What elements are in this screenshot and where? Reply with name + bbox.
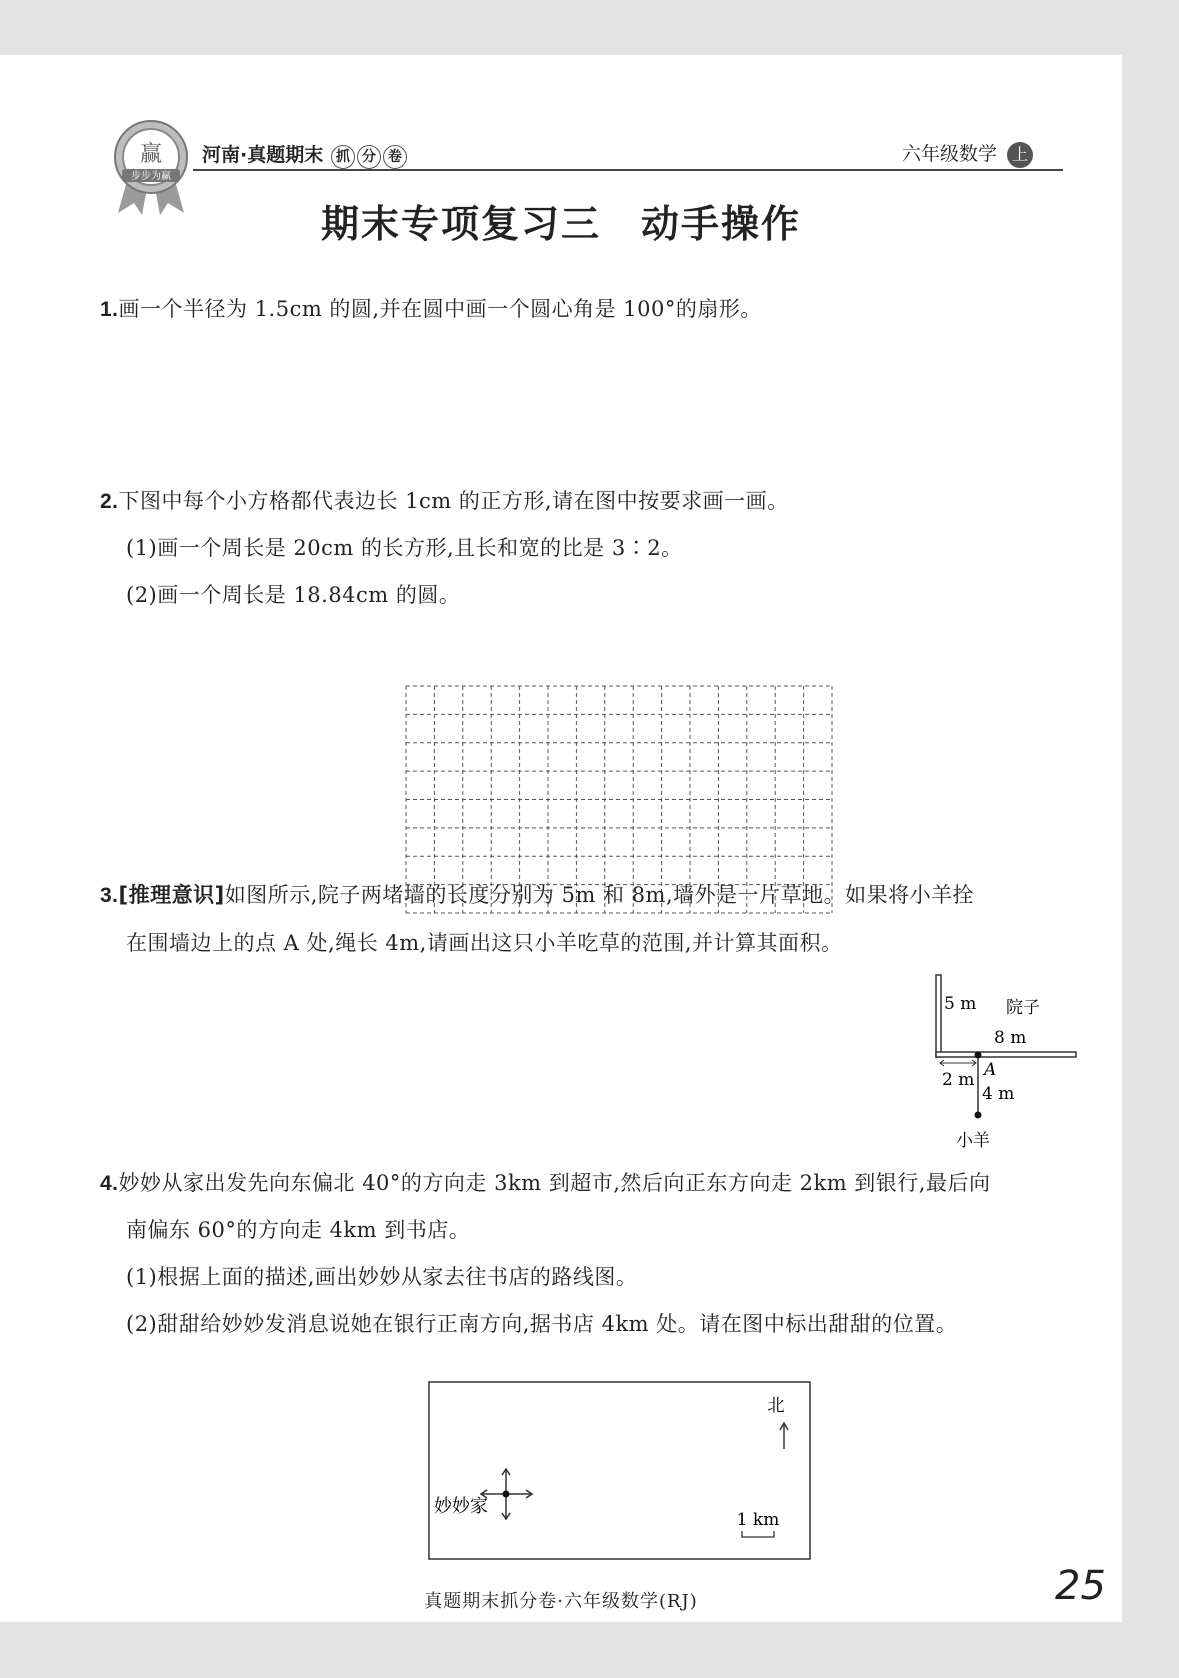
wall-8m: [936, 1052, 1076, 1057]
header-divider: [193, 169, 1063, 171]
label-a: A: [984, 1060, 997, 1080]
question-3-line-1: 如图所示,院子两堵墙的长度分别为 5m 和 8m,墙外是一片草地。如果将小羊拴: [224, 883, 975, 907]
question-4-sub-1: (1)根据上面的描述,画出妙妙从家去往书店的路线图。: [126, 1265, 638, 1289]
question-1-number: 1.: [100, 298, 119, 321]
point-a: [975, 1052, 982, 1059]
label-yard: 院子: [1006, 998, 1040, 1018]
question-4-number: 4.: [100, 1172, 119, 1195]
sheep-point: [975, 1112, 982, 1119]
map-frame: [429, 1382, 810, 1559]
question-2-text: 下图中每个小方格都代表边长 1cm 的正方形,请在图中按要求画一画。: [118, 489, 789, 513]
question-3-line-2: 在围墙边上的点 A 处,绳长 4m,请画出这只小羊吃草的范围,并计算其面积。: [126, 931, 843, 955]
wall-5m: [936, 975, 941, 1057]
footer-text: 真题期末抓分卷·六年级数学(RJ): [424, 1591, 698, 1612]
label-2m: 2 m: [942, 1070, 975, 1090]
route-map[interactable]: [428, 1381, 812, 1561]
label-8m: 8 m: [994, 1028, 1027, 1048]
header-right-label: 六年级数学: [902, 143, 998, 165]
label-sheep: 小羊: [956, 1131, 990, 1151]
svg-text:赢: 赢: [139, 142, 163, 167]
header-badge-2: 分: [357, 145, 381, 169]
north-label: 北: [767, 1396, 785, 1416]
logo-text: 步步为赢: [131, 171, 171, 182]
label-4m: 4 m: [982, 1084, 1015, 1104]
wall-figure: [930, 973, 1080, 1153]
question-4: [100, 1169, 990, 1198]
header-right-badge: 上: [1007, 142, 1033, 168]
question-2-sub-2: (2)画一个周长是 18.84cm 的圆。: [126, 583, 461, 607]
question-1-text: 画一个半径为 1.5cm 的圆,并在圆中画一个圆心角是 100°的扇形。: [118, 297, 762, 321]
header-right: [902, 139, 1033, 168]
question-3: [100, 881, 974, 910]
home-label: 妙妙家: [434, 1496, 488, 1517]
question-2: [100, 487, 789, 516]
page: [0, 55, 1122, 1622]
scale-label: 1 km: [736, 1510, 780, 1530]
header-left-prefix: 河南·真题期末: [202, 144, 324, 166]
question-3-tag: [推理意识]: [118, 883, 225, 907]
header-left: [202, 140, 408, 169]
header-badge-3: 卷: [383, 145, 407, 169]
question-3-number: 3.: [100, 884, 119, 907]
label-5m: 5 m: [944, 994, 977, 1014]
header-badge-1: 抓: [331, 145, 355, 169]
page-title: 期末专项复习三 动手操作: [320, 202, 801, 246]
question-4-line-2: 南偏东 60°的方向走 4km 到书店。: [126, 1218, 471, 1242]
question-2-sub-1: (1)画一个周长是 20cm 的长方形,且长和宽的比是 3∶2。: [126, 536, 683, 560]
square-grid[interactable]: [405, 685, 833, 914]
question-1: [100, 295, 762, 324]
question-4-line-1: 妙妙从家出发先向东偏北 40°的方向走 3km 到超市,然后向正东方向走 2km 到银行,最后向: [118, 1171, 991, 1195]
question-4-sub-2: (2)甜甜给妙妙发消息说她在银行正南方向,据书店 4km 处。请在图中标出甜甜的位置。: [126, 1312, 958, 1336]
question-2-number: 2.: [100, 490, 119, 513]
page-number: 25: [1055, 1563, 1106, 1609]
